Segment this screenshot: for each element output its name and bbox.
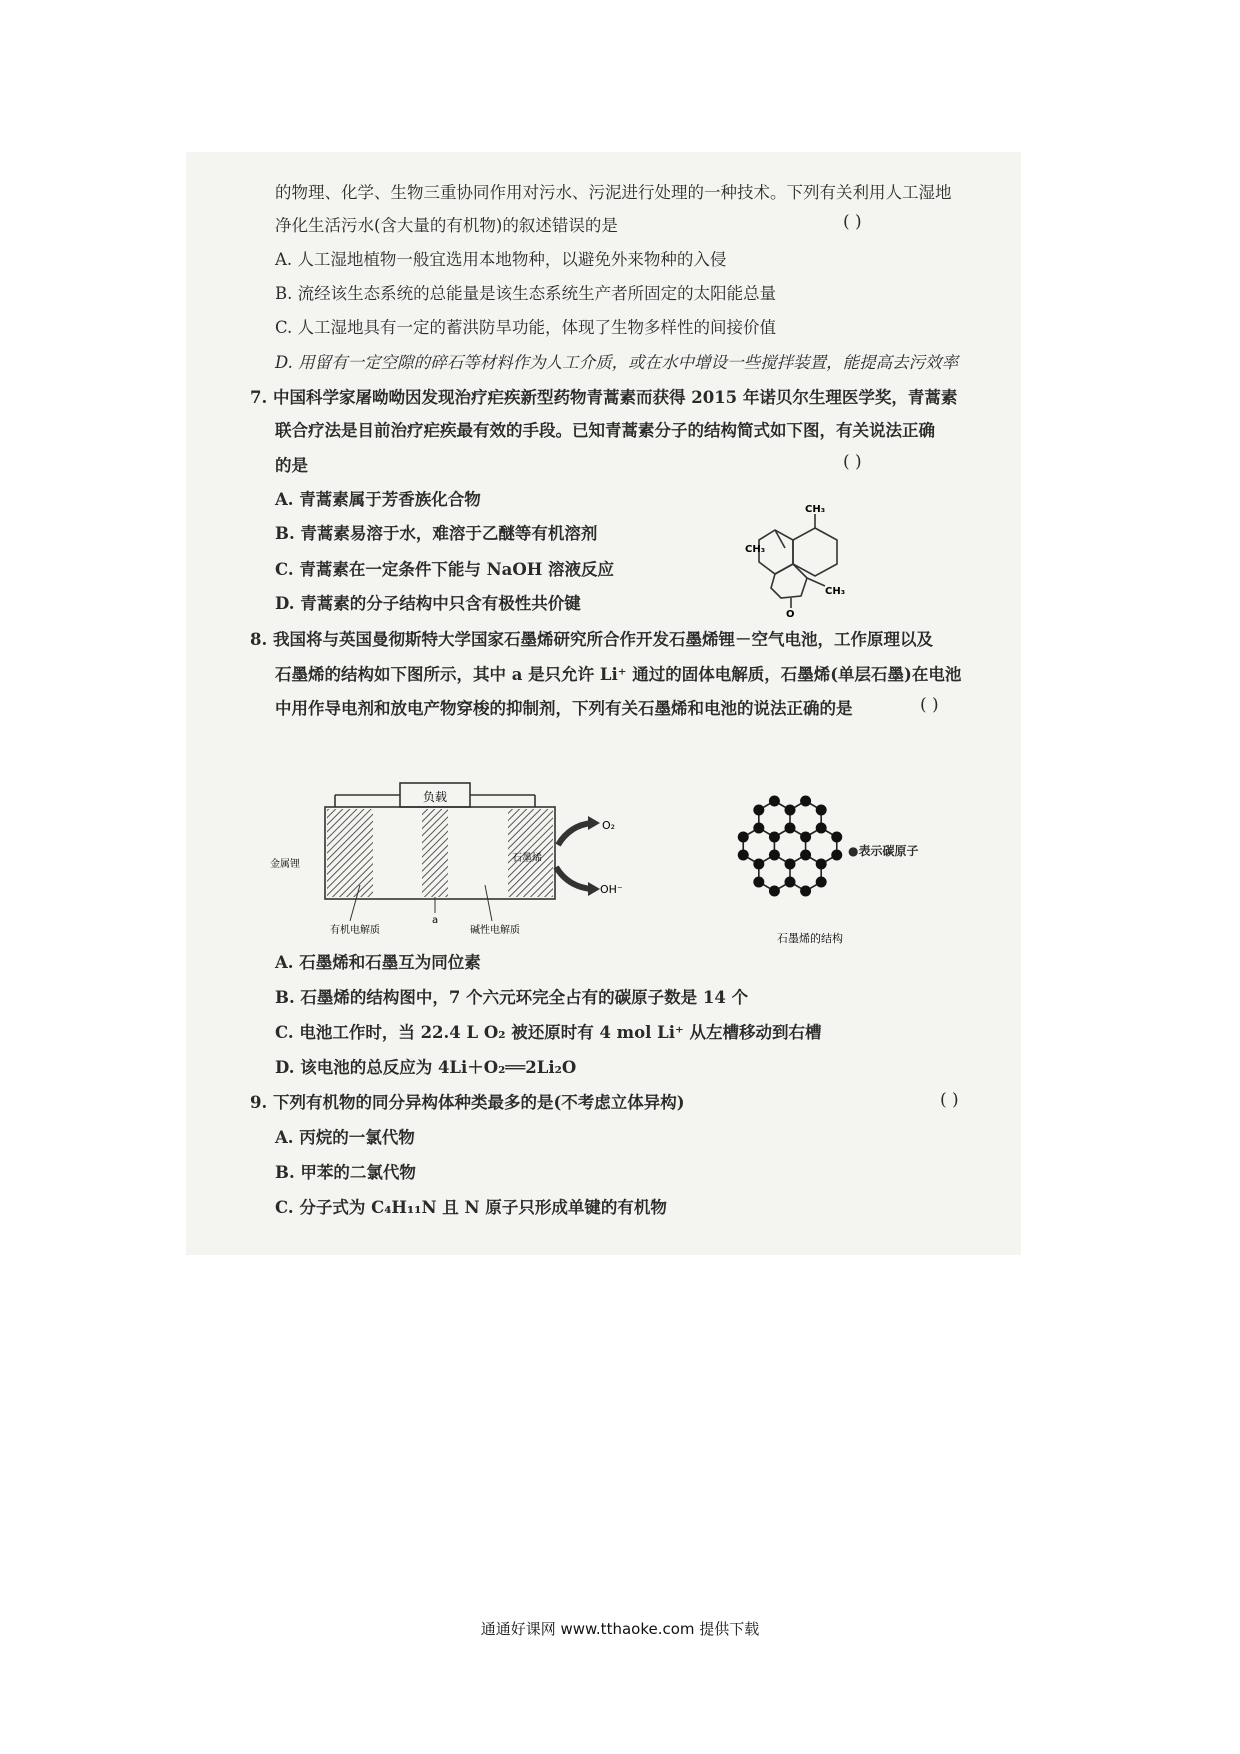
carbon-atom — [816, 805, 827, 816]
q7-line1: 7. 中国科学家屠呦呦因发现治疗疟疾新型药物青蒿素而获得 2015 年诺贝尔生理医学奖，青蒿素 — [250, 388, 958, 407]
o2-label: O₂ — [602, 819, 616, 832]
electrolyte-a-label: a — [432, 915, 439, 926]
lithium-electrode — [327, 809, 373, 897]
carbon-atom — [769, 796, 780, 807]
q8-option-c: C. 电池工作时，当 22.4 L O₂ 被还原时有 4 mol Li⁺ 从左槽移动到右槽 — [275, 1023, 822, 1042]
carbon-atom — [769, 850, 780, 861]
carbon-atom — [816, 877, 827, 888]
solid-electrolyte-a — [422, 809, 448, 897]
carbon-atom-legend: ●表示碳原子 — [848, 844, 919, 858]
q7-answer-paren: ( ) — [843, 452, 862, 472]
q6-option-b: B. 流经该生态系统的总能量是该生态系统生产者所固定的太阳能总量 — [275, 284, 777, 303]
artemisinin-structure — [745, 500, 875, 620]
q9-option-b: B. 甲苯的二氯代物 — [275, 1163, 416, 1182]
ch3-left-label: CH₃ — [745, 544, 766, 555]
carbon-atom — [753, 805, 764, 816]
q7-option-c: C. 青蒿素在一定条件下能与 NaOH 溶液反应 — [275, 560, 615, 579]
load-label: 负载 — [422, 790, 448, 804]
footer-source: 通通好课网 www.tthaoke.com 提供下载 — [480, 1620, 760, 1638]
carbon-atom — [753, 877, 764, 888]
ch3-top-label: CH₃ — [805, 504, 826, 515]
graphene-label: 石墨烯 — [512, 853, 542, 864]
q8-option-b: B. 石墨烯的结构图中，7 个六元环完全占有的碳原子数是 14 个 — [275, 988, 749, 1007]
carbonyl-o-label: O — [786, 609, 795, 620]
carbon-atom — [753, 823, 764, 834]
carbon-atom — [785, 877, 796, 888]
carbon-atom — [738, 850, 749, 861]
q9-answer-paren: ( ) — [940, 1090, 959, 1110]
o2-arrow — [558, 823, 592, 845]
carbon-atom — [769, 832, 780, 843]
q7-line2: 联合疗法是目前治疗疟疾最有效的手段。已知青蒿素分子的结构简式如下图，有关说法正确 — [275, 421, 935, 440]
q6-option-d: D. 用留有一定空隙的碎石等材料作为人工介质，或在水中增设一些搅拌装置，能提高去污效率 — [275, 353, 959, 372]
q6-line2: 净化生活污水(含大量的有机物)的叙述错误的是 — [275, 216, 618, 235]
carbon-atom — [800, 832, 811, 843]
q7-line3: 的是 — [275, 456, 308, 475]
q8-line2: 石墨烯的结构如下图所示，其中 a 是只允许 Li⁺ 通过的固体电解质，石墨烯(单层石墨)在电池 — [275, 665, 962, 684]
q6-option-c: C. 人工湿地具有一定的蓄洪防旱功能，体现了生物多样性的间接价值 — [275, 318, 777, 337]
q8-option-a: A. 石墨烯和石墨互为同位素 — [275, 953, 481, 972]
q7-option-b: B. 青蒿素易溶于水，难溶于乙醚等有机溶剂 — [275, 524, 598, 543]
carbon-atom — [738, 832, 749, 843]
q8-option-d: D. 该电池的总反应为 4Li＋O₂══2Li₂O — [275, 1058, 577, 1077]
carbon-atom — [800, 850, 811, 861]
carbon-atom — [753, 859, 764, 870]
carbon-atom — [831, 832, 842, 843]
q9-option-c: C. 分子式为 C₄H₁₁N 且 N 原子只形成单键的有机物 — [275, 1198, 667, 1217]
battery-diagram — [270, 775, 630, 940]
carbon-atom — [816, 823, 827, 834]
carbon-atom — [785, 823, 796, 834]
ch3-right-label: CH₃ — [825, 586, 846, 597]
metal-lithium-label: 金属锂 — [270, 859, 300, 870]
q9-line1: 9. 下列有机物的同分异构体种类最多的是(不考虑立体异构) — [250, 1093, 685, 1112]
graphene-caption: 石墨烯的结构 — [777, 932, 843, 945]
q6-line1: 的物理、化学、生物三重协同作用对污水、污泥进行处理的一种技术。下列有关利用人工湿地 — [275, 183, 952, 202]
q7-option-d: D. 青蒿素的分子结构中只含有极性共价键 — [275, 594, 581, 613]
carbon-atom — [816, 859, 827, 870]
q8-line1: 8. 我国将与英国曼彻斯特大学国家石墨烯研究所合作开发石墨烯锂－空气电池，工作原理以及 — [250, 630, 933, 649]
oh-arrow — [556, 867, 592, 889]
carbon-atom — [800, 886, 811, 897]
carbon-atom — [769, 886, 780, 897]
carbon-atom — [831, 850, 842, 861]
q6-answer-paren: ( ) — [843, 212, 862, 232]
q7-option-a: A. 青蒿素属于芳香族化合物 — [275, 490, 481, 509]
carbon-atom — [785, 805, 796, 816]
q6-option-a: A. 人工湿地植物一般宜选用本地物种，以避免外来物种的入侵 — [275, 250, 727, 269]
organic-electrolyte-label: 有机电解质 — [330, 925, 380, 936]
q9-option-a: A. 丙烷的一氯代物 — [275, 1128, 415, 1147]
q8-answer-paren: ( ) — [920, 695, 939, 715]
q8-line3: 中用作导电剂和放电产物穿梭的抑制剂，下列有关石墨烯和电池的说法正确的是 — [275, 699, 853, 718]
carbon-atom — [785, 859, 796, 870]
alkaline-electrolyte-label: 碱性电解质 — [470, 925, 520, 936]
oh-label: OH⁻ — [600, 883, 623, 896]
graphene-lattice — [690, 770, 930, 950]
carbon-atom — [800, 796, 811, 807]
